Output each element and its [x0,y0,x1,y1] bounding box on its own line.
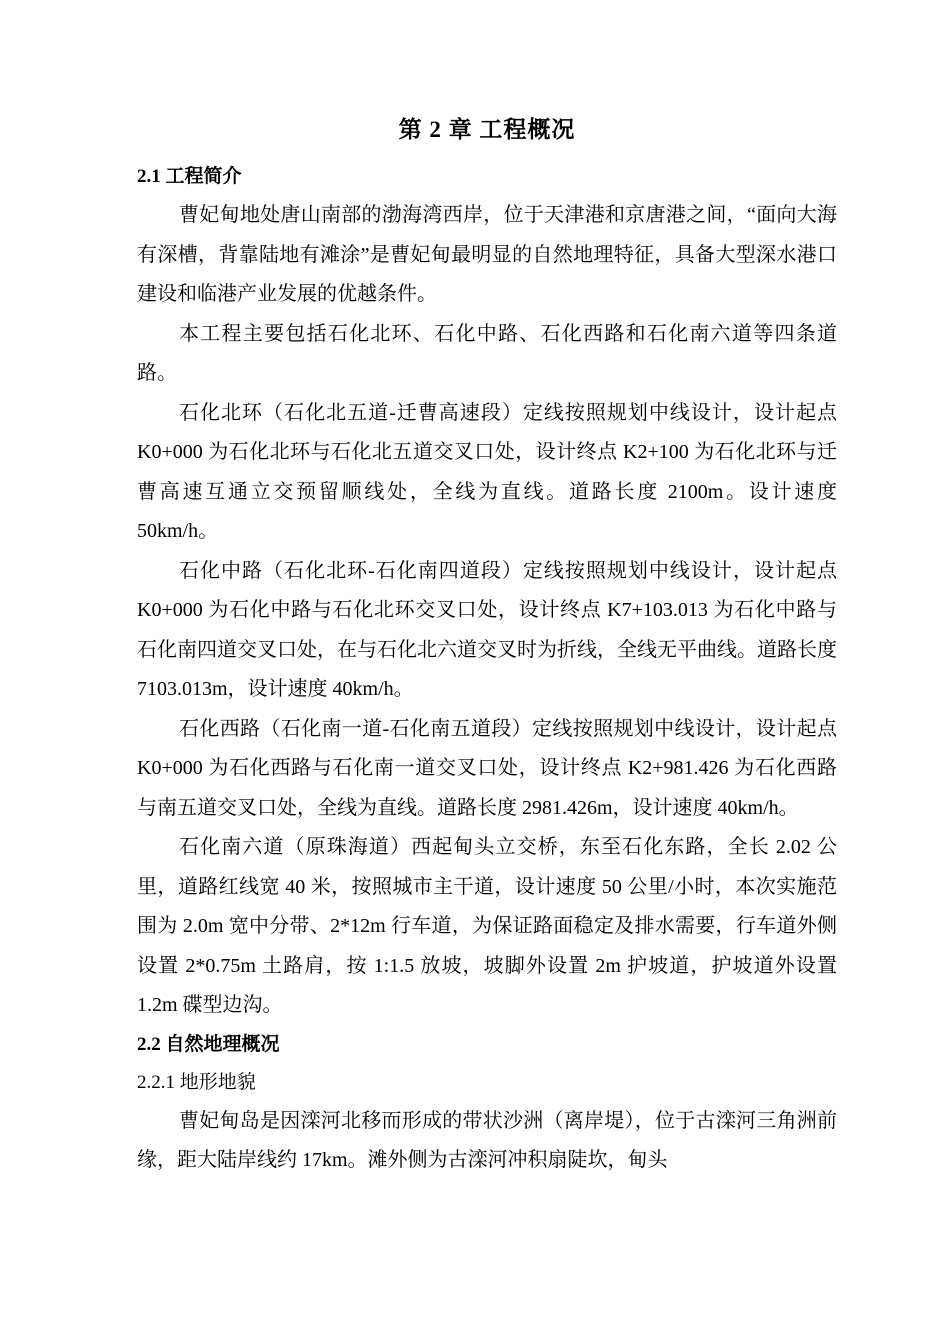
paragraph-shihua-west-road: 石化西路（石化南一道-石化南五道段）定线按照规划中线设计，设计起点 K0+000 为石化西路与石化南一道交叉口处，设计终点 K2+981.426 为石化西路与南五道交叉口处，全线为直线。道路长度 2981.426m，设计速度 40km/h。 [137,717,837,819]
section-heading-2-2: 2.2 自然地理概况 [137,1033,280,1055]
paragraph-shihua-middle-road: 石化中路（石化北环-石化南四道段）定线按照规划中线设计，设计起点 K0+000 为石化中路与石化北环交叉口处，设计终点 K7+103.013 为石化中路与石化南四道交叉口处，在与石化北六道交叉时为折线，全线无平曲线。道路长度 7103.013m，设计速度 40km/h。 [137,559,837,700]
paragraph-project-scope: 本工程主要包括石化北环、石化中路、石化西路和石化南六道等四条道路。 [137,322,837,384]
section-heading-2-1: 2.1 工程简介 [137,166,242,187]
chapter-title: 第 2 章 工程概况 [398,117,576,142]
subsection-heading-2-2-1: 2.2.1 地形地貌 [137,1071,256,1093]
paragraph-shihua-north-ring: 石化北环（石化北五道-迁曹高速段）定线按照规划中线设计，设计起点 K0+000 为石化北环与石化北五道交叉口处，设计终点 K2+100 为石化北环与迁曹高速互通立交预留顺线处，全线为直线。道路长度 2100m。设计速度 50km/h。 [137,401,837,542]
paragraph-caofeidian-location: 曹妃甸地处唐山南部的渤海湾西岸，位于天津港和京唐港之间，“面向大海有深槽，背靠陆地有滩涂”是曹妃甸最明显的自然地理特征，具备大型深水港口建设和临港产业发展的优越条件。 [137,204,837,305]
paragraph-shihua-south-sixth-road: 石化南六道（原珠海道）西起甸头立交桥，东至石化东路，全长 2.02 公里，道路红线宽 40 米，按照城市主干道，设计速度 50 公里/小时，本次实施范围为 2.0m 宽中分带、2*12m 行车道，为保证路面稳定及排水需要，行车道外侧设置 2*0.75m 土路肩，按 1:1.5 放坡，坡脚外设置 2m 护坡道，护坡道外设置 1.2m 碟型边沟。 [137,836,837,1016]
document-body [137,110,837,1181]
paragraph-terrain: 曹妃甸岛是因滦河北移而形成的带状沙洲（离岸堤），位于古滦河三角洲前缘，距大陆岸线约 17km。滩外侧为古滦河冲积扇陡坎，甸头 [137,1109,837,1171]
